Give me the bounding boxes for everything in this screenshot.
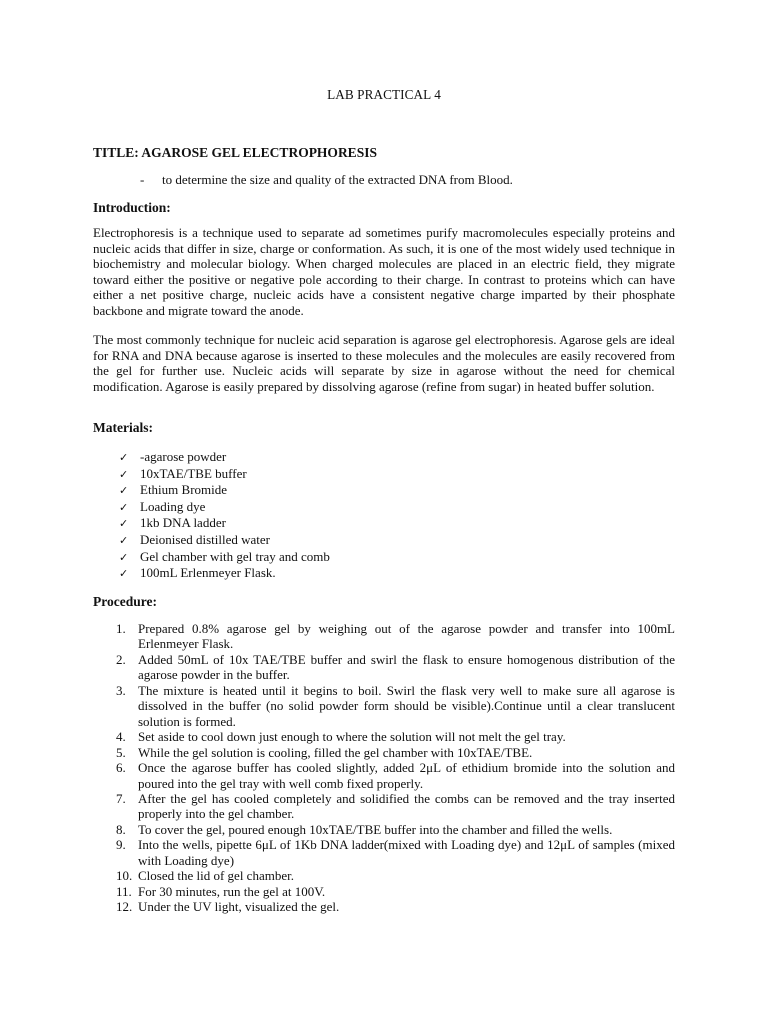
- procedure-step: 5. While the gel solution is cooling, filled the gel chamber with 10xTAE/TBE.: [116, 744, 533, 760]
- introduction-paragraph-2: The most commonly technique for nucleic acid separation is agarose gel electrophoresis. Agarose gels are ideal for RNA and DNA because agarose is inserted to these molecules and the molecules are easily recovered from the gel for further use. Nucleic acids will separate by size in agarose without the need for chemical modification. Agarose is easily prepared by dissolving agarose (refine from sugar) in heated buffer solution.: [93, 332, 675, 394]
- materials-item: ✓ 1kb DNA ladder: [119, 515, 330, 532]
- procedure-step: 8. To cover the gel, poured enough 10xTAE/TBE buffer into the chamber and filled the wells.: [116, 821, 613, 837]
- checkmark-icon: ✓: [119, 517, 129, 531]
- materials-item: ✓ -agarose powder: [119, 449, 330, 466]
- procedure-steps-list: [116, 621, 675, 915]
- objective-line: [140, 172, 513, 188]
- checkmark-icon: ✓: [119, 500, 129, 514]
- procedure-step: 12. Under the UV light, visualized the gel.: [116, 899, 340, 915]
- materials-item: ✓ 100mL Erlenmeyer Flask.: [119, 565, 330, 582]
- materials-heading: Materials:: [93, 420, 153, 435]
- introduction-paragraph-1: Electrophoresis is a technique used to separate ad sometimes purify macromolecules especially proteins and nucleic acids that differ in size, charge or conformation. As such, it is one of the most widely used technique in biochemistry and molecular biology. When charged molecules are placed in an electric field, they migrate toward either the positive or negative pole according to their charge. In contrast to proteins which can have either a net positive charge, nucleic acids have a consistent negative charge imparted by their phosphate backbone and migrate toward the anode.: [93, 225, 675, 318]
- procedure-step: 9. Into the wells, pipette 6μL of 1Kb DNA ladder(mixed with Loading dye) and 12μL of samples (mixed with Loading dye): [116, 837, 675, 868]
- materials-list: [119, 449, 330, 582]
- objective-text: to determine the size and quality of the extracted DNA from Blood.: [162, 172, 513, 187]
- introduction-heading: Introduction:: [93, 200, 171, 215]
- procedure-step: 4. Set aside to cool down just enough to where the solution will not melt the gel tray.: [116, 729, 566, 745]
- materials-item: ✓ Deionised distilled water: [119, 532, 330, 549]
- procedure-step: 3. The mixture is heated until it begins to boil. Swirl the flask very well to make sure all agarose is dissolved in the buffer (no solid powder form should be visible).Continue until a clear translucent solution is formed.: [116, 682, 675, 729]
- objective-dash: -: [140, 172, 145, 187]
- materials-item: ✓ Gel chamber with gel tray and comb: [119, 549, 330, 566]
- procedure-heading: Procedure:: [93, 594, 157, 609]
- procedure-step: 2. Added 50mL of 10x TAE/TBE buffer and swirl the flask to ensure homogenous distribution of the agarose powder in the buffer.: [116, 651, 675, 683]
- checkmark-icon: ✓: [119, 451, 129, 464]
- document-title: TITLE: AGAROSE GEL ELECTROPHORESIS: [93, 145, 377, 160]
- materials-item: ✓ 10xTAE/TBE buffer: [119, 466, 330, 483]
- procedure-step: 7. After the gel has cooled completely and solidified the combs can be removed and the tray inserted properly into the gel chamber.: [116, 790, 675, 822]
- procedure-step: 1. Prepared 0.8% agarose gel by weighing out of the agarose powder and transfer into 100mL Erlenmeyer Flask.: [116, 621, 675, 652]
- lab-practical-title: LAB PRACTICAL 4: [327, 87, 441, 102]
- materials-item: ✓ Ethium Bromide: [119, 482, 330, 499]
- checkmark-icon: ✓: [119, 567, 129, 581]
- checkmark-icon: ✓: [119, 467, 129, 481]
- procedure-step: 10. Closed the lid of gel chamber.: [116, 868, 294, 884]
- procedure-step: 6. Once the agarose buffer has cooled slightly, added 2μL of ethidium bromide into the solution and poured into the gel tray with well comb fixed properly.: [116, 760, 675, 791]
- materials-item: ✓ Loading dye: [119, 499, 330, 516]
- procedure-step: 11. For 30 minutes, run the gel at 100V.: [116, 883, 326, 899]
- checkmark-icon: ✓: [119, 550, 129, 564]
- checkmark-icon: ✓: [119, 533, 129, 547]
- checkmark-icon: ✓: [119, 484, 129, 498]
